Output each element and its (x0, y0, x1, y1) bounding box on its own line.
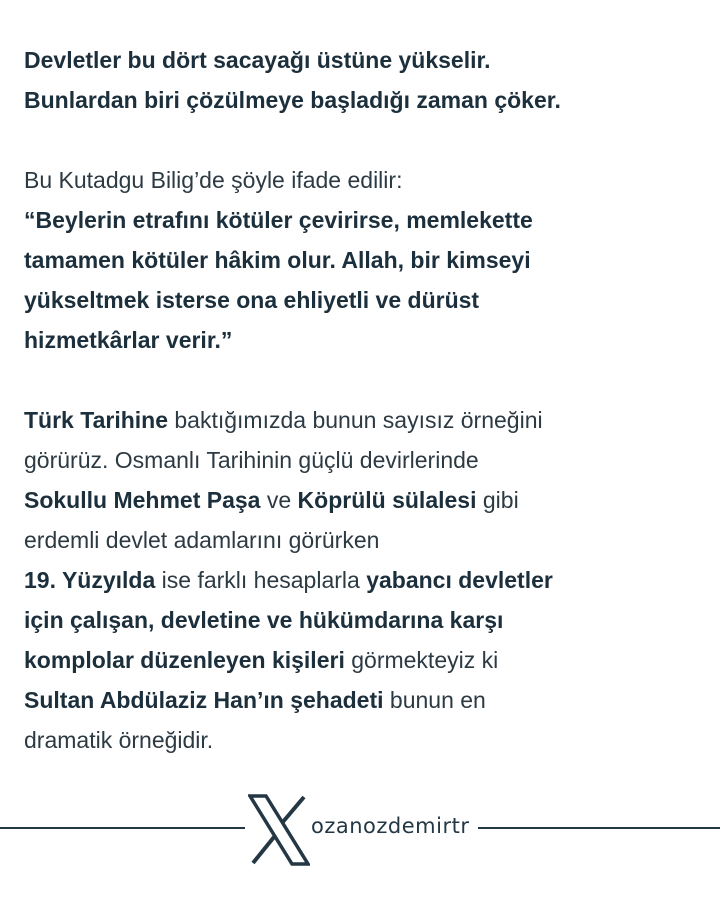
footer (0, 788, 720, 868)
history-bold-sokullu: Sokullu Mehmet Paşa (24, 487, 261, 513)
quote-line-1: “Beylerin etrafını kötüler çevirirse, memlekette (24, 207, 533, 233)
history-text: görürüz. Osmanlı Tarihinin güçlü devirlerinde (24, 447, 479, 473)
history-paragraph (24, 400, 696, 760)
paragraph-gap (24, 120, 696, 160)
history-bold-koprulu: Köprülü sülalesi (297, 487, 477, 513)
quote-line-3: yükseltmek isterse ona ehliyetli ve dürüst (24, 287, 480, 313)
intro-paragraph (24, 40, 696, 120)
history-text: bunun en (383, 687, 486, 713)
footer-divider-left (0, 827, 245, 829)
history-text: görmekteyiz ki (344, 647, 499, 673)
intro-line-2: Bunlardan biri çözülmeye başladığı zaman çöker. (24, 87, 561, 113)
paragraph-gap (24, 360, 696, 400)
x-logo-icon[interactable] (248, 794, 310, 866)
main-text (24, 40, 696, 760)
history-bold-19-yuzyil: 19. Yüzyılda (24, 567, 156, 593)
history-text: erdemli devlet adamlarını görürken (24, 527, 380, 553)
quote-intro: Bu Kutadgu Bilig’de şöyle ifade edilir: (24, 167, 403, 193)
intro-line-1: Devletler bu dört sacayağı üstüne yükselir. (24, 47, 491, 73)
history-bold-abdulaziz: Sultan Abdülaziz Han’ın şehadeti (24, 687, 384, 713)
history-text: ise farklı hesaplarla (155, 567, 367, 593)
account-handle[interactable]: ozanozdemirtr (311, 814, 470, 838)
history-bold-calisan: için çalışan, devletine ve hükümdarına karşı (24, 607, 504, 633)
footer-divider-right (478, 827, 720, 829)
history-text: ve (260, 487, 298, 513)
quote-line-2: tamamen kötüler hâkim olur. Allah, bir kimseyi (24, 247, 531, 273)
history-bold-turk-tarihine: Türk Tarihine (24, 407, 168, 433)
quote-paragraph (24, 160, 696, 360)
history-text: dramatik örneğidir. (24, 727, 214, 753)
history-text: baktığımızda bunun sayısız örneğini (168, 407, 543, 433)
history-bold-komplolar: komplolar düzenleyen kişileri (24, 647, 345, 673)
history-text: gibi (476, 487, 519, 513)
quote-line-4: hizmetkârlar verir.” (24, 327, 233, 353)
history-bold-yabanci: yabancı devletler (366, 567, 553, 593)
